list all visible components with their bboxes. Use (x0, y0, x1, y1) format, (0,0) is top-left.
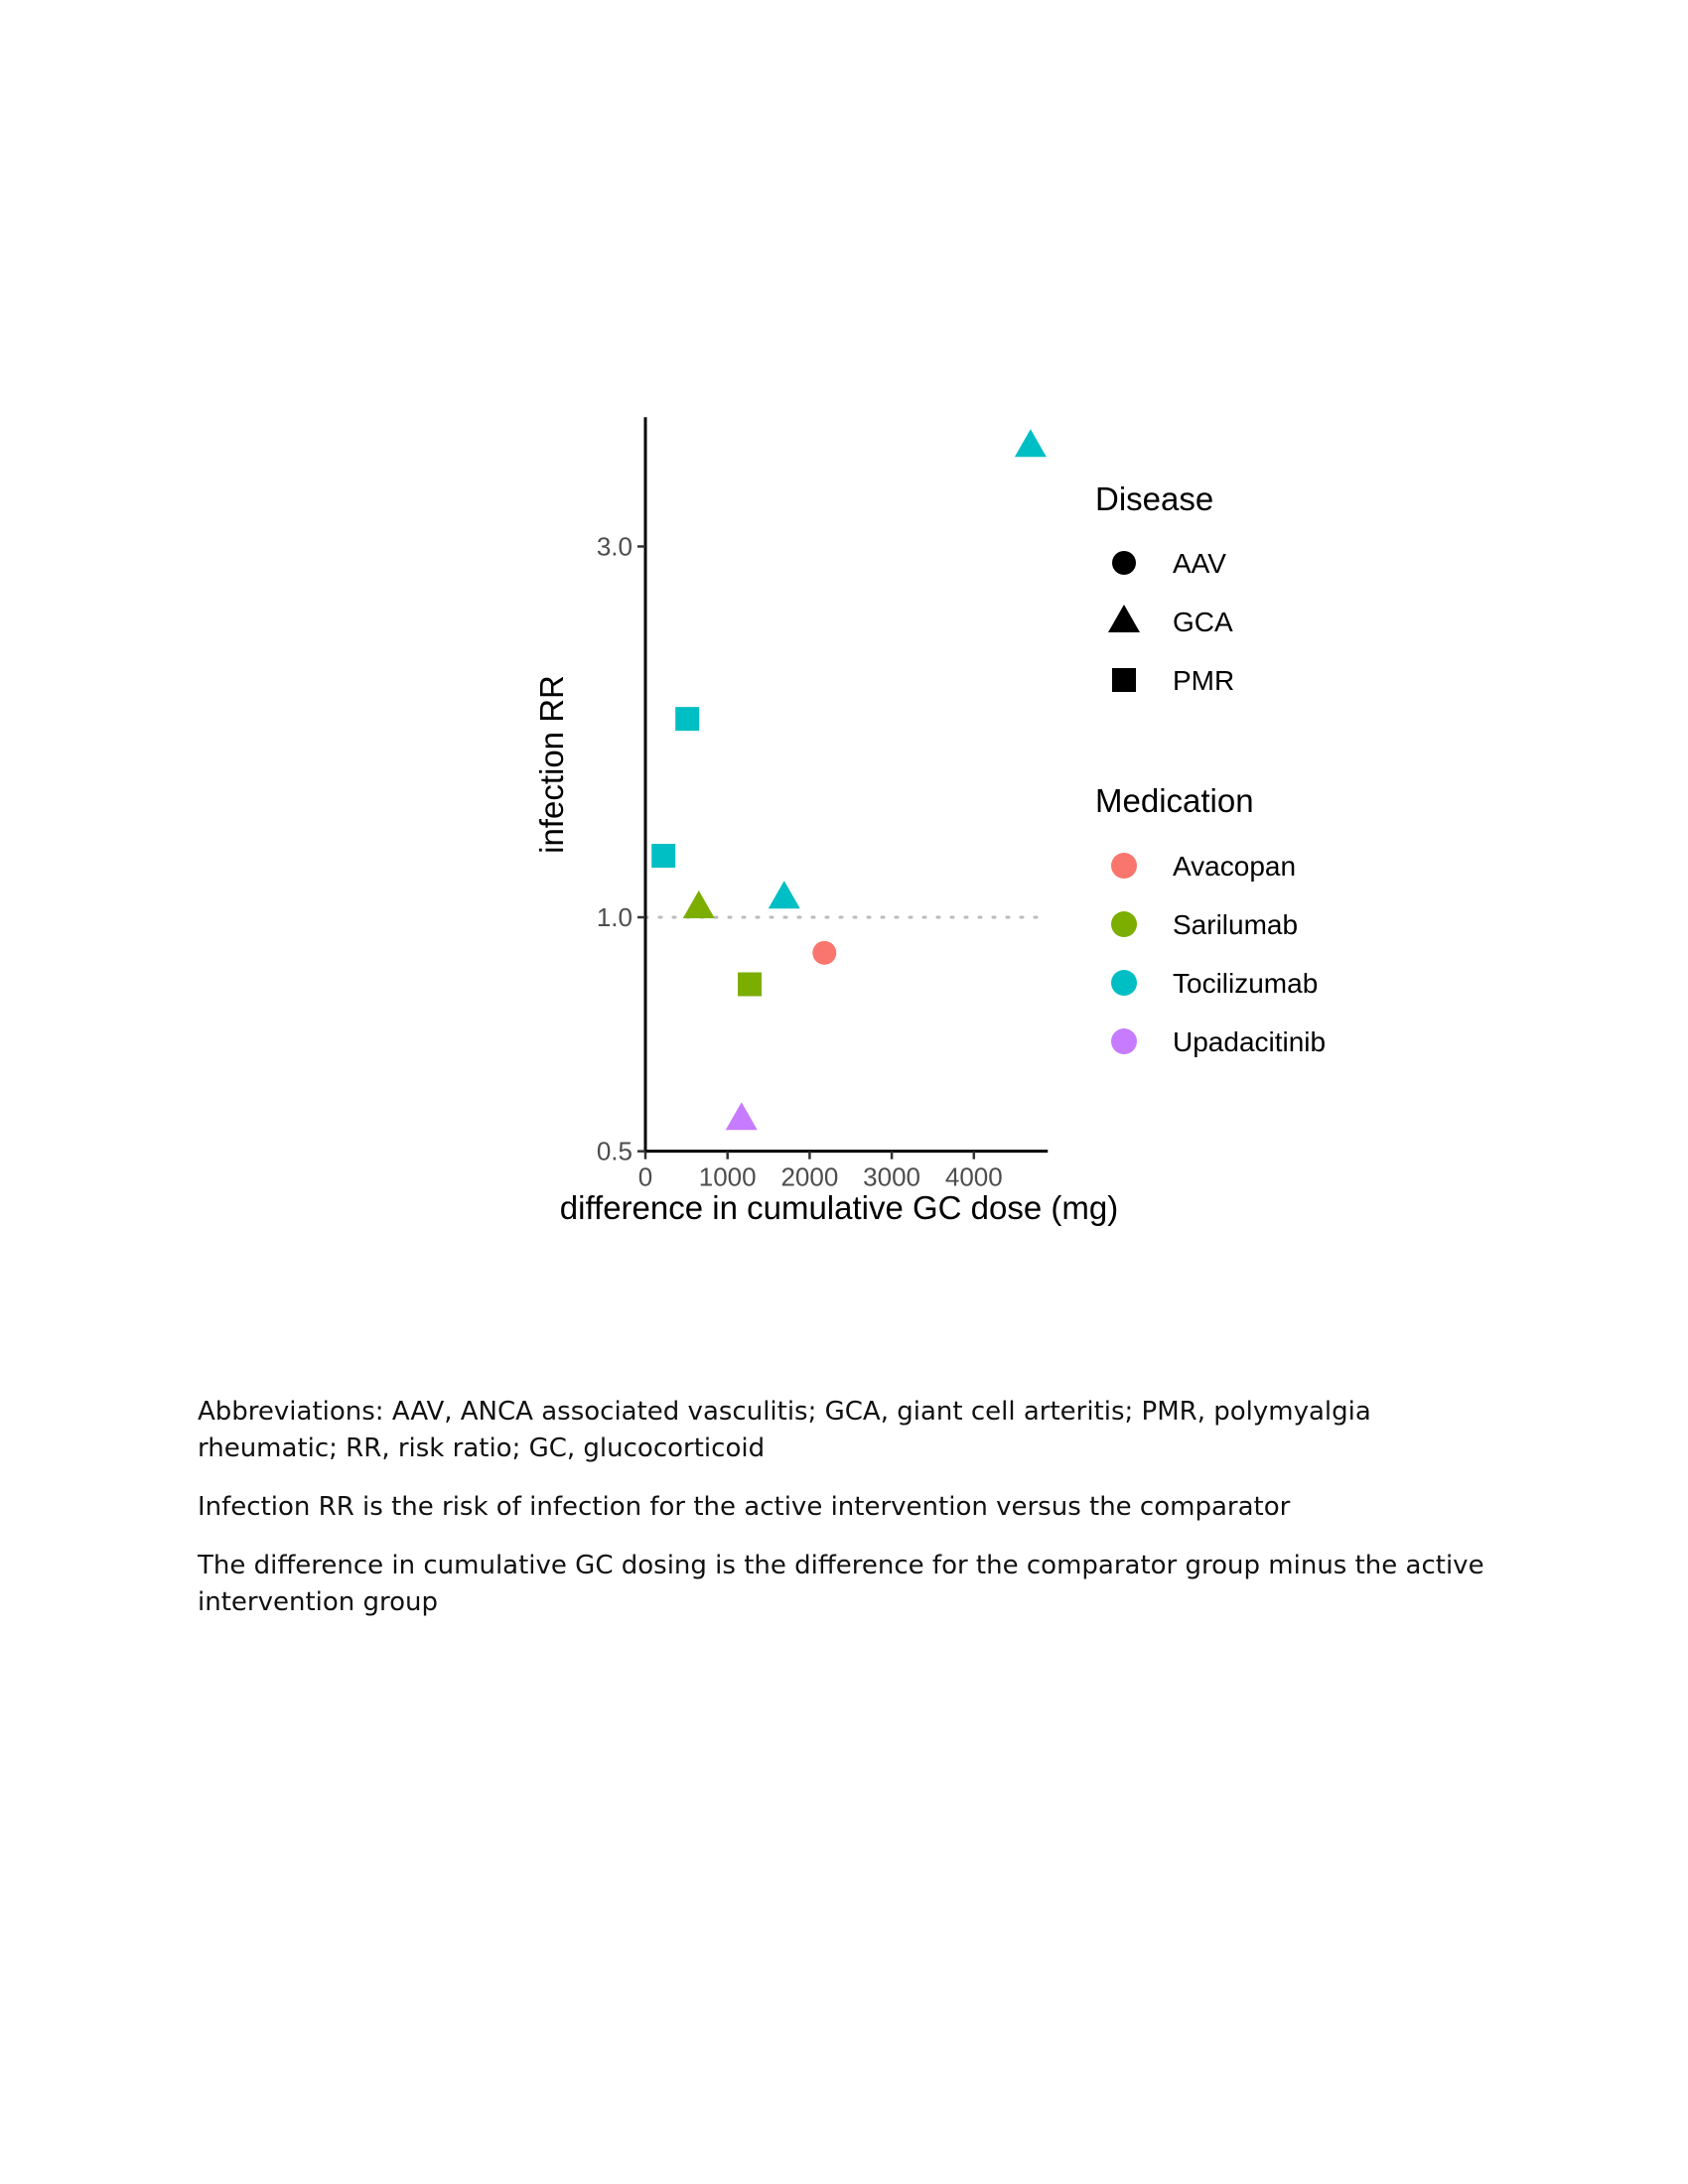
data-point-sarilumab-gca (683, 890, 715, 918)
legend-color-swatch-icon (1111, 911, 1137, 937)
legend-label-gca: GCA (1173, 607, 1233, 637)
legend-label-avacopan: Avacopan (1173, 851, 1297, 882)
caption-infection-rr: Infection RR is the risk of infection for the active intervention versus the comparator (198, 1492, 1291, 1522)
legend-square-icon (1112, 668, 1136, 692)
y-axis-title: infection RR (533, 675, 570, 854)
y-tick-label: 0.5 (596, 1136, 633, 1166)
x-tick-label: 0 (637, 1161, 653, 1192)
y-tick-label: 3.0 (596, 531, 633, 562)
data-point-tocilizumab-gca (769, 881, 800, 908)
data-point-tocilizumab-pmr (675, 707, 699, 731)
legend-label-upadacitinib: Upadacitinib (1173, 1026, 1327, 1057)
legend-color-swatch-icon (1111, 1028, 1137, 1054)
legend-triangle-icon (1108, 605, 1140, 632)
data-points (651, 429, 1047, 1130)
data-point-sarilumab-pmr (738, 972, 762, 996)
x-tick-label: 3000 (863, 1161, 921, 1192)
legend-label-sarilumab: Sarilumab (1173, 909, 1299, 940)
data-point-tocilizumab-pmr (651, 844, 675, 868)
legend-title-medication: Medication (1095, 782, 1254, 819)
legend-label-tocilizumab: Tocilizumab (1173, 968, 1319, 999)
legend-color-swatch-icon (1111, 853, 1137, 879)
data-point-avacopan-aav (812, 941, 836, 965)
x-axis-title: difference in cumulative GC dose (mg) (559, 1189, 1119, 1226)
x-tick-label: 1000 (698, 1161, 757, 1192)
caption-abbreviations: Abbreviations: AAV, ANCA associated vasculitis; GCA, giant cell arteritis; PMR, polymyalgia rheumatic; RR, risk ratio; GC, glucocorticoid (198, 1397, 1371, 1463)
legend-label-aav: AAV (1173, 548, 1226, 579)
legend-label-pmr: PMR (1173, 665, 1235, 696)
data-point-upadacitinib-gca (726, 1102, 758, 1130)
legend-color-swatch-icon (1111, 970, 1137, 996)
caption-gc-difference: The difference in cumulative GC dosing is the difference for the comparator group minus the active intervention group (198, 1551, 1484, 1617)
data-point-tocilizumab-gca (1015, 429, 1047, 457)
legend (1095, 480, 1326, 1057)
y-tick-label: 1.0 (596, 902, 633, 932)
axes (597, 417, 1048, 1191)
legend-circle-icon (1112, 551, 1136, 575)
x-tick-label: 4000 (944, 1161, 1003, 1192)
legend-title-disease: Disease (1095, 480, 1214, 517)
x-tick-label: 2000 (780, 1161, 839, 1192)
